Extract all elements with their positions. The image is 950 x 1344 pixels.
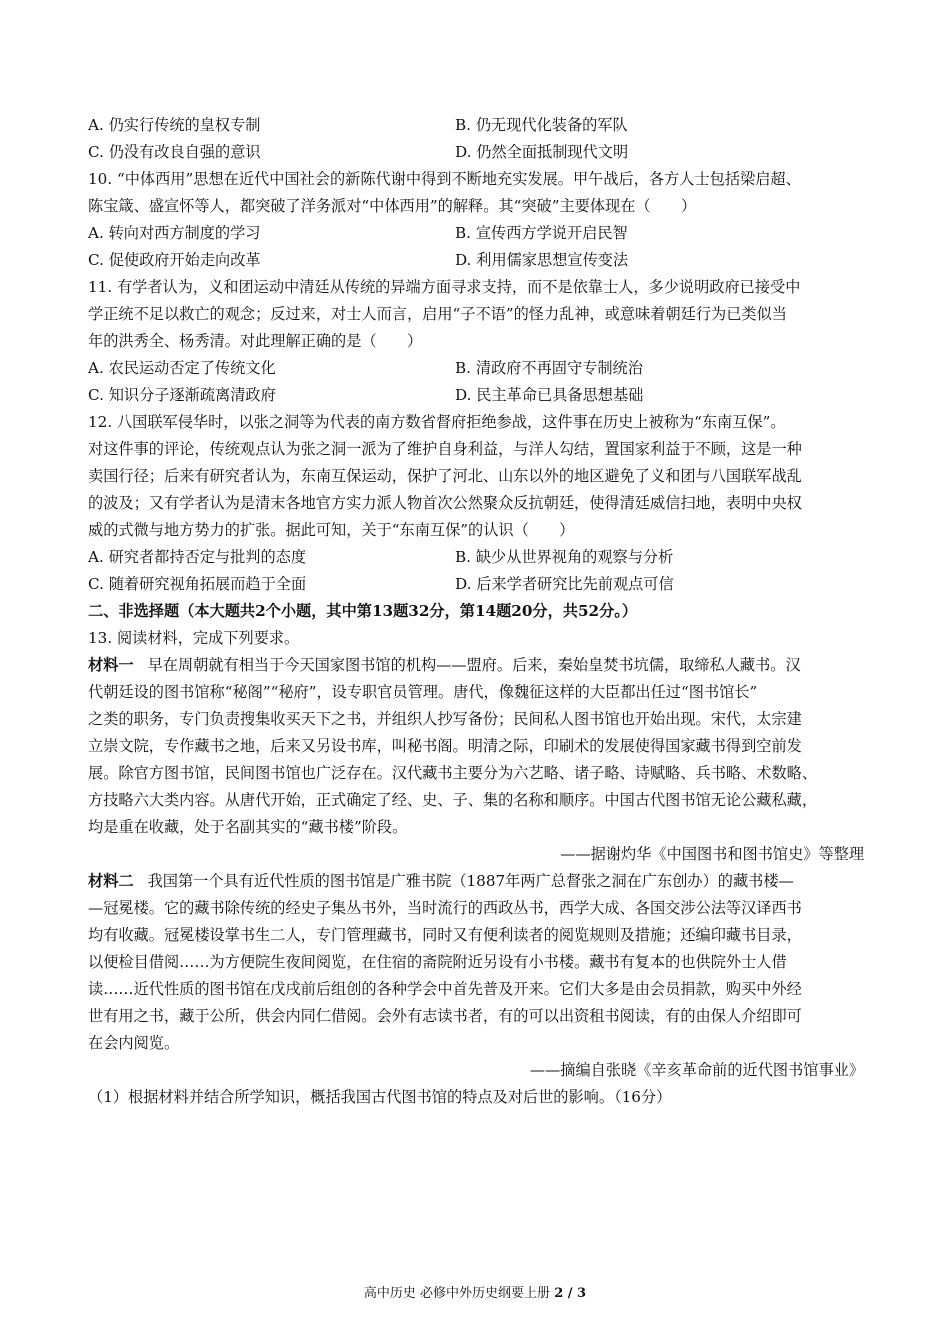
q12-option-d: D. 后来学者研究比先前观点可信 — [455, 575, 674, 593]
material2-line5: 读……近代性质的图书馆在戊戌前后组创的各种学会中首先普及开来。它们大多是由会员捐款，购买中外经 — [88, 980, 802, 998]
q9-option-b: B. 仍无现代化装备的军队 — [455, 116, 628, 134]
material2-line1 — [88, 868, 864, 895]
q11-option-c: C. 知识分子逐渐疏离清政府 — [88, 386, 276, 404]
material1-source: ——据谢灼华《中国图书和图书馆史》等整理 — [560, 845, 864, 863]
exam-page — [88, 112, 864, 1111]
q13-intro: 13. 阅读材料，完成下列要求。 — [88, 629, 300, 647]
q10-option-d: D. 利用儒家思想宣传变法 — [455, 251, 629, 269]
q10-stem-line2: 陈宝箴、盛宣怀等人，都突破了洋务派对“中体西用”的解释。其“突破”主要体现在（ ） — [88, 197, 697, 215]
section2-heading: 二、非选择题（本大题共2个小题，其中第13题32分，第14题20分，共52分。） — [88, 602, 638, 620]
q12-options-row2 — [88, 571, 864, 598]
material1-line7: 均是重在收藏，处于名副其实的“藏书楼”阶段。 — [88, 818, 408, 836]
q11-stem-line3: 年的洪秀全、杨秀清。对此理解正确的是（ ） — [88, 332, 423, 350]
q13-subquestion-1: （1）根据材料并结合所学知识，概括我国古代图书馆的特点及对后世的影响。（16分） — [88, 1088, 672, 1106]
q12-option-a: A. 研究者都持否定与批判的态度 — [88, 548, 307, 566]
q11-stem-line1: 11. 有学者认为，义和团运动中清廷从传统的异端方面寻求支持，而不是依靠士人，多少说明政府已接受中 — [88, 278, 801, 296]
q11-option-d: D. 民主革命已具备思想基础 — [455, 386, 644, 404]
q11-option-b: B. 清政府不再固守专制统治 — [455, 359, 643, 377]
q12-option-b: B. 缺少从世界视角的观察与分析 — [455, 548, 674, 566]
material1-line3: 之类的职务，专门负责搜集收买天下之书，并组织人抄写备份；民间私人图书馆也开始出现。宋代，太宗建 — [88, 710, 802, 728]
material1-text-line1: 早在周朝就有相当于今天国家图书馆的机构——盟府。后来，秦始皇焚书坑儒，取缔私人藏书。汉 — [147, 656, 801, 674]
material2-text-line1: 我国第一个具有近代性质的图书馆是广雅书院（1887年两广总督张之洞在广东创办）的藏书楼— — [147, 872, 794, 890]
q11-option-a: A. 农民运动否定了传统文化 — [88, 359, 276, 377]
q10-options-row2 — [88, 247, 864, 274]
q12-stem-line4: 的波及；又有学者认为是清末各地官方实力派人物首次公然聚众反抗朝廷，使得清廷威信扫地，表明中央权 — [88, 494, 802, 512]
page-footer — [0, 1282, 950, 1301]
q10-options-row1 — [88, 220, 864, 247]
q10-option-b: B. 宣传西方学说开启民智 — [455, 224, 628, 242]
footer-course: 高中历史 必修中外历史纲要上册 — [363, 1286, 555, 1301]
q10-option-c: C. 促使政府开始走向改革 — [88, 251, 261, 269]
q9-option-c: C. 仍没有改良自强的意识 — [88, 143, 261, 161]
q12-stem-line5: 威的式微与地方势力的扩张。据此可知，关于“东南互保”的认识（ ） — [88, 521, 575, 539]
q11-options-row2 — [88, 382, 864, 409]
material1-line6: 方技略六大类内容。从唐代开始，正式确定了经、史、子、集的名称和顺序。中国古代图书馆无论公藏私藏， — [88, 791, 817, 809]
material1-line2: 代朝廷设的图书馆称“秘阁”“秘府”，设专职官员管理。唐代，像魏征这样的大臣都出任过“图书馆长” — [88, 683, 758, 701]
q12-stem-line2: 对这件事的评论，传统观点认为张之洞一派为了维护自身利益，与洋人勾结，置国家利益于不顾，这是一种 — [88, 440, 802, 458]
q11-options-row1 — [88, 355, 864, 382]
q10-option-a: A. 转向对西方制度的学习 — [88, 224, 261, 242]
q9-option-d: D. 仍然全面抵制现代文明 — [455, 143, 629, 161]
q9-option-a: A. 仍实行传统的皇权专制 — [88, 116, 261, 134]
material1-line4: 立崇文院，专作藏书之地，后来又另设书库，叫秘书阁。明清之际，印刷术的发展使得国家藏书得到空前发 — [88, 737, 802, 755]
q9-options-row2 — [88, 139, 864, 166]
material1-line5: 展。除官方图书馆，民间图书馆也广泛存在。汉代藏书主要分为六艺略、诸子略、诗赋略、兵书略、术数略、 — [88, 764, 817, 782]
q12-stem-line1: 12. 八国联军侵华时，以张之洞等为代表的南方数省督府拒绝参战，这件事在历史上被称为“东南互保”。 — [88, 413, 786, 431]
q12-option-c: C. 随着研究视角拓展而趋于全面 — [88, 575, 307, 593]
material2-line6: 世有用之书，藏于公所，供会内同仁借阅。会外有志读书者，有的可以出资租书阅读，有的由保人介绍即可 — [88, 1007, 802, 1025]
q12-options-row1 — [88, 544, 864, 571]
material2-line4: 以便检目借阅……为方便院生夜间阅览，在住宿的斋院附近另设有小书楼。藏书有复本的也供院外士人借 — [88, 953, 787, 971]
q9-options-row1 — [88, 112, 864, 139]
material2-line2: —冠冕楼。它的藏书除传统的经史子集丛书外，当时流行的西政丛书，西学大成、各国交涉公法等汉译西书 — [88, 899, 802, 917]
q11-stem-line2: 学正统不足以救亡的观念；反过来，对士人而言，启用“子不语”的怪力乱神，或意味着朝廷行为已类似当 — [88, 305, 787, 323]
q10-stem-line1: 10. “中体西用”思想在近代中国社会的新陈代谢中得到不断地充实发展。甲午战后，各方人士包括梁启超、 — [88, 170, 801, 188]
material1-line1 — [88, 652, 864, 679]
material2-source: ——摘编自张晓《辛亥革命前的近代图书馆事业》 — [529, 1061, 864, 1079]
material2-line7: 在会内阅览。 — [88, 1034, 180, 1052]
material1-label: 材料一 — [88, 656, 134, 674]
material2-label: 材料二 — [88, 872, 134, 890]
footer-page-number: 2 / 3 — [554, 1286, 587, 1301]
material2-line3: 均有收藏。冠冕楼设掌书生二人，专门管理藏书，同时又有便利读者的阅览规则及措施；还编印藏书目录， — [88, 926, 802, 944]
q12-stem-line3: 卖国行径；后来有研究者认为，东南互保运动，保护了河北、山东以外的地区避免了义和团与八国联军战乱 — [88, 467, 802, 485]
